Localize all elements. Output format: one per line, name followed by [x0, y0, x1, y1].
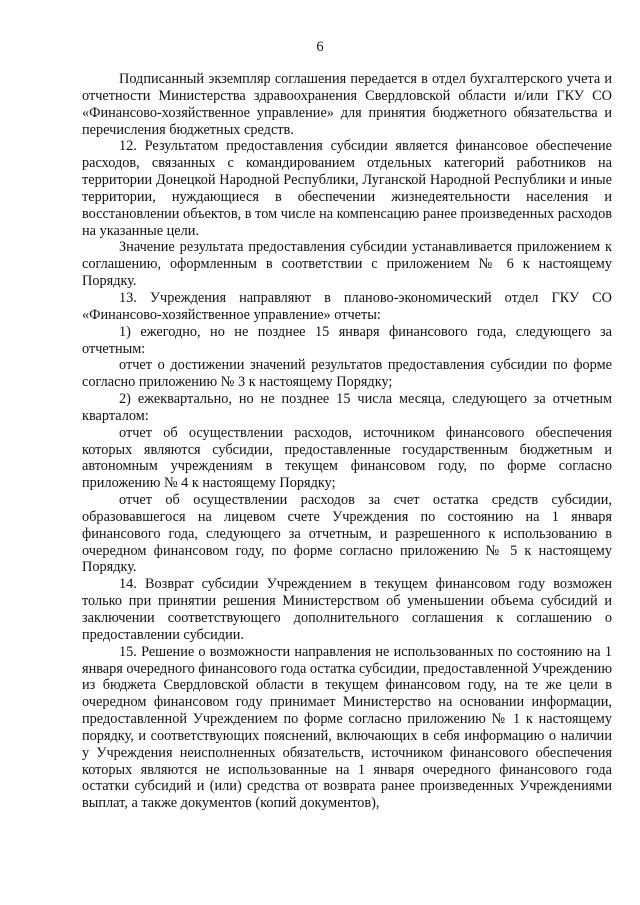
paragraph-13-quarterly-report-1: отчет об осуществлении расходов, источником финансового обеспечения которых являются субсидии, предоставленные государственным бюджетным и автономным учреждениям в текущем финансовом году, по форме согласно приложению № 4 к настоящему Порядку;	[82, 424, 612, 492]
paragraph-13-quarterly: 2) ежеквартально, но не позднее 15 числа месяца, следующего за отчетным кварталом:	[82, 391, 612, 424]
paragraph-13-reports: 13. Учреждения направляют в планово-экономический отдел ГКУ СО «Финансово-хозяйственное управление» отчеты:	[82, 289, 612, 323]
paragraph-result-value: Значение результата предоставления субсидии устанавливается приложением к соглашению, оформленным в соответствии с приложением № 6 к настоящему Порядку.	[82, 239, 612, 290]
paragraph-13-annual: 1) ежегодно, но не позднее 15 января финансового года, следующего за отчетным:	[82, 323, 612, 357]
document-body	[82, 71, 612, 812]
paragraph-13-quarterly-report-2: отчет об осуществлении расходов за счет остатка средств субсидии, образовавшегося на лицевом счете Учреждения по состоянию на 1 января финансового года, следующего за отчетным, и разрешенного к использованию в очередном финансовом году, по форме согласно приложению № 5 к настоящему Порядку.	[82, 492, 612, 576]
paragraph-12-result: 12. Результатом предоставления субсидии является финансовое обеспечение расходов, связанных с командированием отдельных категорий работников на территории Донецкой Народной Республики, Луганской Народной Республики и иные территории, нуждающиеся в обеспечении жизнедеятельности населения и восстановлении объектов, в том числе на компенсацию ранее произведенных расходов на указанные цели.	[82, 138, 612, 239]
paragraph-13-annual-report: отчет о достижении значений результатов предоставления субсидии по форме согласно приложению № 3 к настоящему Порядку;	[82, 357, 612, 391]
paragraph-agreement-copy: Подписанный экземпляр соглашения передается в отдел бухгалтерского учета и отчетности Министерства здравоохранения Свердловской области и/или ГКУ СО «Финансово-хозяйственное управление» для принятия бюджетного обязательства и перечисления бюджетных средств.	[82, 71, 612, 138]
paragraph-14-refund: 14. Возврат субсидии Учреждением в текущем финансовом году возможен только при принятии решения Министерством об уменьшении объема субсидий и заключении соответствующего дополнительного соглашения к соглашению о предоставлении субсидии.	[82, 576, 612, 643]
paragraph-15-decision: 15. Решение о возможности направления не использованных по состоянию на 1 января очередного финансового года остатка субсидии, предоставленной Учреждению из бюджета Свердловской области в текущем финансовом году, на те же цели в очередном финансовом году принимает Министерство на основании информации, предоставленной Учреждением по форме согласно приложению № 1 к настоящему порядку, и соответствующих пояснений, включающих в себя информацию о наличии у Учреждения неисполненных обязательств, источником финансового обеспечения которых являются не использованные на 1 января очередного финансового года остатки субсидий и (или) средства от возврата ранее произведенных Учреждениями выплат, а также документов (копий документов),	[82, 643, 612, 812]
page-number: 6	[316, 39, 324, 55]
